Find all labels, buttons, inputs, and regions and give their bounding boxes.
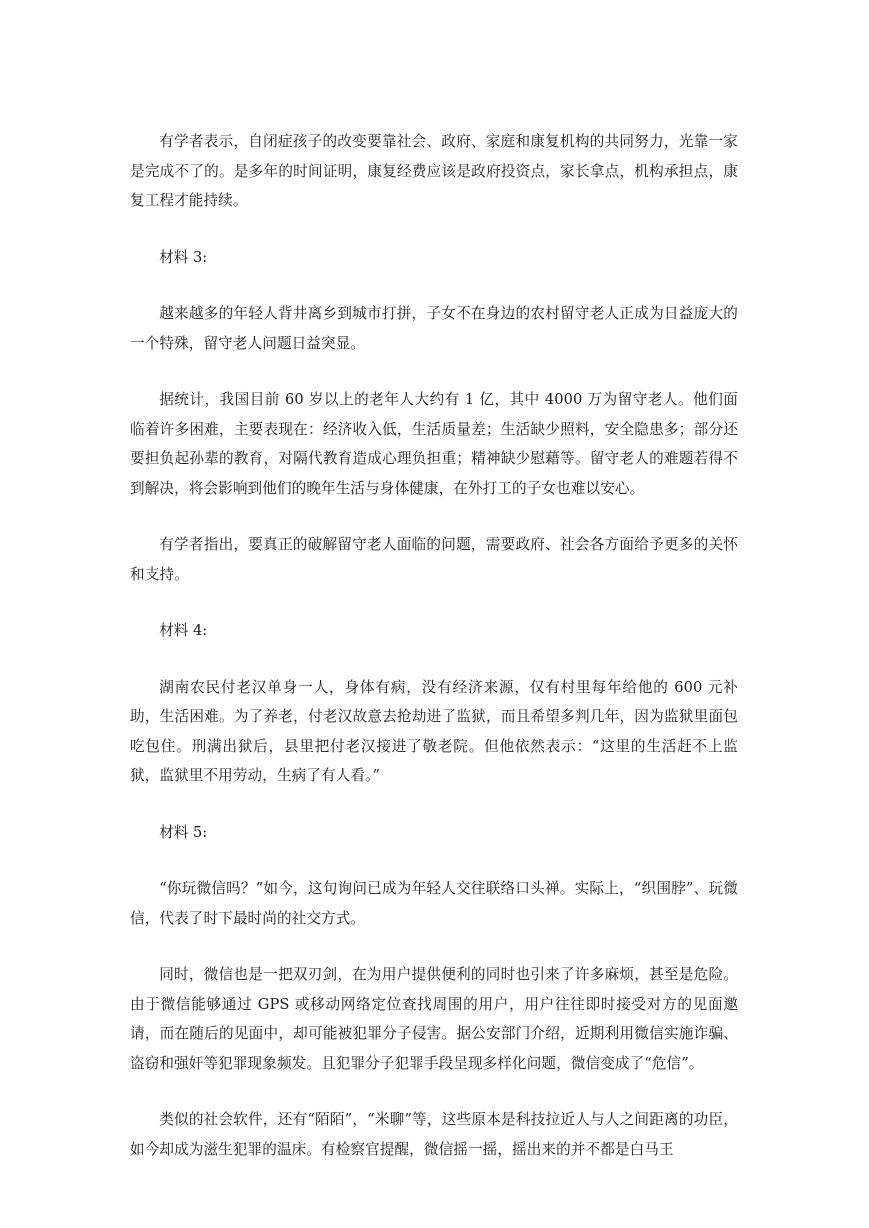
document-page [130,127,738,1191]
paragraph-scholar-support: 有学者指出，要真正的破解留守老人面临的问题，需要政府、社会各方面给予更多的关怀和支持。 [130,536,738,583]
material-4-label: 材料 4: [159,622,208,639]
paragraph-elderly-statistics: 据统计，我国目前 60 岁以上的老年人大约有 1 亿，其中 4000 万为留守老人。他们面临着许多困难，主要表现在：经济收入低，生活质量差；生活缺少照料，安全隐患多；部分还要担负起孙辈的教育，对隔代教育造成心理负担重；精神缺少慰藉等。留守老人的难题若得不到解决，将会影响到他们的晚年生活与身体健康，在外打工的子女也难以安心。 [130,391,738,497]
paragraph-social-apps: 类似的社会软件，还有“陌陌”，“米聊”等，这些原本是科技拉近人与人之间距离的功臣，如今却成为滋生犯罪的温床。有检察官提醒，微信摇一摇，摇出来的并不都是白马王 [130,1111,738,1158]
paragraph-left-behind-elderly-intro: 越来越多的年轻人背井离乡到城市打拼，子女不在身边的农村留守老人正成为日益庞大的一个特殊，留守老人问题日益突显。 [130,305,738,352]
material-5-label: 材料 5: [159,823,208,841]
paragraph-wechat-intro: “你玩微信吗？”如今，这句询问已成为年轻人交往联络口头禅。实际上，“织围脖”、玩微信，代表了时下最时尚的社交方式。 [130,880,738,927]
paragraph-autism-rehab: 有学者表示，自闭症孩子的改变要靠社会、政府、家庭和康复机构的共同努力，光靠一家是完成不了的。是多年的时间证明，康复经费应该是政府投资点，家长拿点，机构承担点，康复工程才能持续。 [130,133,738,209]
paragraph-wechat-risks: 同时，微信也是一把双刃剑，在为用户提供便利的同时也引来了许多麻烦，甚至是危险。由于微信能够通过 GPS 或移动网络定位查找周围的用户，用户往往即时接受对方的见面邀请，而在随后的见面中，却可能被犯罪分子侵害。据公安部门介绍，近期利用微信实施诈骗、盗窃和强奸等犯罪现象频发。且犯罪分子犯罪手段呈现多样化问题，微信变成了“危信”。 [130,966,738,1072]
material-3-label: 材料 3: [159,248,208,266]
paragraph-hunan-farmer: 湖南农民付老汉单身一人，身体有病，没有经济来源，仅有村里每年给他的 600 元补助，生活困难。为了养老，付老汉故意去抢劫进了监狱，而且希望多判几年，因为监狱里面包吃包住。刑满出狱后，县里把付老汉接进了敬老院。但他依然表示：“这里的生活赶不上监狱，监狱里不用劳动，生病了有人看。” [130,678,738,784]
